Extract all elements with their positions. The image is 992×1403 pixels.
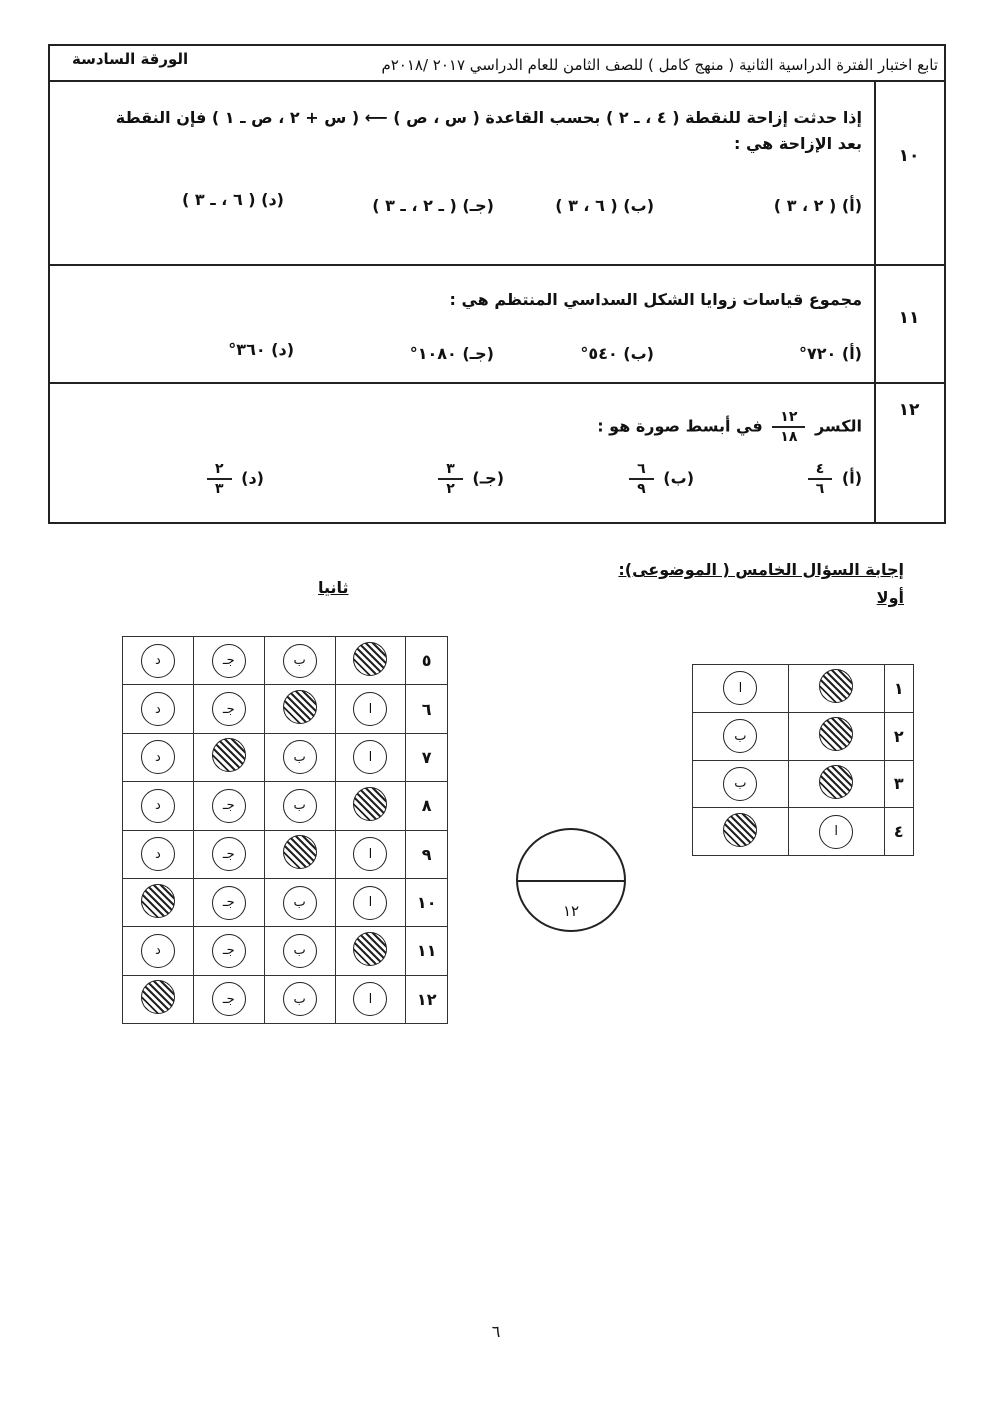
- answer-row: [123, 782, 448, 830]
- answer-row: [123, 685, 448, 733]
- answer-row-number: ٤: [884, 808, 913, 856]
- option-c: [434, 460, 504, 498]
- choice-cell: [123, 878, 194, 926]
- second-section-label: ثانيا: [318, 578, 349, 597]
- fraction-denominator: ٢: [446, 481, 455, 497]
- choice-cell: [264, 830, 335, 878]
- choice-bubble-filled[interactable]: [283, 690, 317, 724]
- score-circle: [516, 828, 626, 932]
- choice-cell: [788, 808, 884, 856]
- choice-bubble[interactable]: ب: [723, 719, 757, 753]
- option-d: (د) ( ٦ ، ـ ٣ ): [182, 190, 284, 209]
- choice-cell: [193, 878, 264, 926]
- choice-bubble[interactable]: د: [141, 789, 175, 823]
- option-label: (جـ): [472, 468, 504, 488]
- choice-cell: [193, 637, 264, 685]
- choice-cell: [335, 927, 406, 975]
- exam-header: [50, 46, 944, 82]
- choice-cell: [788, 665, 884, 713]
- choice-bubble-filled[interactable]: [819, 765, 853, 799]
- question-number: ١٢: [898, 400, 920, 420]
- choice-bubble[interactable]: جـ: [212, 789, 246, 823]
- choice-bubble[interactable]: ا: [723, 671, 757, 705]
- option-b: (ب) ( ٦ ، ٣ ): [555, 196, 654, 215]
- choice-bubble[interactable]: جـ: [212, 934, 246, 968]
- choice-cell: [693, 665, 789, 713]
- choice-cell: [264, 927, 335, 975]
- choice-cell: [335, 830, 406, 878]
- answer-row: [123, 878, 448, 926]
- option-d: (د) ٣٦٠°: [228, 340, 294, 359]
- question-text: بعد الإزاحة هي :: [734, 134, 862, 153]
- fraction-numerator: ٦: [629, 460, 654, 480]
- fraction-denominator: ٣: [215, 481, 224, 497]
- answer-row-number: ١٠: [406, 878, 448, 926]
- answer-row-number: ١٢: [406, 975, 448, 1023]
- choice-bubble[interactable]: ب: [723, 767, 757, 801]
- fraction-numerator: ٤: [808, 460, 833, 480]
- choice-bubble-filled[interactable]: [212, 738, 246, 772]
- option-a: (أ) ( ٢ ، ٣ ): [773, 196, 862, 215]
- exam-title: تابع اختبار الفترة الدراسية الثانية ( منهج كامل ) للصف الثامن للعام الدراسي ٢٠١٧ /٢٠١٨م: [381, 56, 938, 74]
- question-text: إذا حدثت إزاحة للنقطة ( ٤ ، ـ ٢ ) بحسب القاعدة ( س ، ص ) ⟵ ( س + ٢ ، ص ـ ١ ) فإن النقطة: [115, 108, 862, 127]
- page-number: ٦: [491, 1322, 501, 1341]
- choice-cell: [335, 733, 406, 781]
- choice-cell: [335, 782, 406, 830]
- choice-cell: [264, 782, 335, 830]
- fraction-numerator: ١٢: [772, 408, 805, 428]
- choice-bubble[interactable]: د: [141, 934, 175, 968]
- answer-row: [123, 975, 448, 1023]
- answer-row: [693, 760, 914, 808]
- answer-row-number: ٩: [406, 830, 448, 878]
- question-text-post: في أبسط صورة هو :: [597, 416, 763, 436]
- choice-bubble[interactable]: ا: [353, 692, 387, 726]
- answer-row-number: ٢: [884, 712, 913, 760]
- choice-cell: [264, 975, 335, 1023]
- choice-cell: [193, 927, 264, 975]
- question-number: ١٠: [898, 146, 920, 166]
- answer-row: [693, 808, 914, 856]
- choice-cell: [788, 760, 884, 808]
- choice-cell: [123, 637, 194, 685]
- fraction-numerator: ٣: [438, 460, 463, 480]
- choice-bubble[interactable]: ا: [819, 815, 853, 849]
- choice-bubble[interactable]: جـ: [212, 692, 246, 726]
- choice-bubble[interactable]: جـ: [212, 982, 246, 1016]
- answer-row: [123, 830, 448, 878]
- option-a: [804, 460, 862, 498]
- choice-cell: [193, 685, 264, 733]
- choice-bubble[interactable]: ب: [283, 644, 317, 678]
- choice-cell: [264, 733, 335, 781]
- answer-row-number: ٥: [406, 637, 448, 685]
- first-section-label: أولا: [876, 588, 904, 607]
- option-label: (أ): [841, 468, 862, 488]
- option-d: [203, 460, 264, 498]
- answer-row: [693, 712, 914, 760]
- option-c: (جـ) ( ـ ٢ ، ـ ٣ ): [372, 196, 494, 215]
- choice-cell: [123, 733, 194, 781]
- choice-cell: [264, 878, 335, 926]
- choice-bubble[interactable]: جـ: [212, 886, 246, 920]
- choice-cell: [123, 975, 194, 1023]
- option-label: (ب): [663, 468, 694, 488]
- choice-cell: [123, 685, 194, 733]
- choice-bubble[interactable]: ب: [283, 789, 317, 823]
- choice-bubble[interactable]: ا: [353, 837, 387, 871]
- choice-bubble[interactable]: جـ: [212, 644, 246, 678]
- answer-row-number: ١١: [406, 927, 448, 975]
- choice-bubble[interactable]: د: [141, 644, 175, 678]
- choice-cell: [123, 830, 194, 878]
- choice-cell: [693, 712, 789, 760]
- answer-row: [123, 927, 448, 975]
- row-divider: [50, 264, 944, 266]
- fraction-denominator: ٩: [637, 481, 646, 497]
- answers-heading: إجابة السؤال الخامس ( الموضوعى):: [618, 560, 904, 579]
- choice-bubble-filled[interactable]: [141, 884, 175, 918]
- choice-bubble-filled[interactable]: [819, 717, 853, 751]
- choice-cell: [693, 760, 789, 808]
- sheet-label: الورقة السادسة: [72, 50, 189, 68]
- option-c: (جـ) ١٠٨٠°: [409, 344, 494, 363]
- fraction: [772, 408, 805, 446]
- choice-bubble[interactable]: ا: [353, 982, 387, 1016]
- fraction-denominator: ١٨: [780, 429, 798, 445]
- choice-bubble[interactable]: ب: [283, 934, 317, 968]
- choice-cell: [335, 878, 406, 926]
- option-a: (أ) ٧٢٠°: [799, 344, 862, 363]
- option-b: [625, 460, 694, 498]
- choice-cell: [193, 830, 264, 878]
- answer-row: [123, 733, 448, 781]
- choice-bubble[interactable]: د: [141, 837, 175, 871]
- question-text: مجموع قياسات زوايا الشكل السداسي المنتظم هي :: [449, 290, 862, 309]
- fraction-numerator: ٢: [207, 460, 232, 480]
- question-text-pre: الكسر: [814, 416, 862, 436]
- answer-row: [123, 637, 448, 685]
- choice-cell: [335, 975, 406, 1023]
- answer-grid-first: [692, 664, 914, 856]
- choice-cell: [193, 782, 264, 830]
- choice-cell: [193, 975, 264, 1023]
- choice-cell: [123, 927, 194, 975]
- choice-cell: [335, 685, 406, 733]
- fraction: [808, 460, 833, 498]
- choice-cell: [693, 808, 789, 856]
- option-b: (ب) ٥٤٠°: [580, 344, 654, 363]
- choice-bubble-filled[interactable]: [353, 787, 387, 821]
- choice-bubble-filled[interactable]: [819, 669, 853, 703]
- question-number: ١١: [898, 308, 920, 328]
- choice-bubble[interactable]: د: [141, 740, 175, 774]
- choice-bubble-filled[interactable]: [353, 932, 387, 966]
- choice-cell: [123, 782, 194, 830]
- fraction: [629, 460, 654, 498]
- choice-bubble[interactable]: ب: [283, 740, 317, 774]
- choice-bubble[interactable]: ب: [283, 982, 317, 1016]
- choice-bubble-filled[interactable]: [723, 813, 757, 847]
- fraction-denominator: ٦: [815, 481, 825, 497]
- choice-bubble[interactable]: جـ: [212, 837, 246, 871]
- choice-bubble-filled[interactable]: [283, 835, 317, 869]
- choice-bubble-filled[interactable]: [141, 980, 175, 1014]
- question-text: [597, 408, 862, 446]
- answer-row-number: ٨: [406, 782, 448, 830]
- questions-frame: [48, 44, 946, 524]
- option-label: (د): [241, 468, 264, 488]
- fraction: [438, 460, 463, 498]
- choice-cell: [788, 712, 884, 760]
- choice-cell: [264, 685, 335, 733]
- score-divider: [518, 880, 624, 882]
- score-total: ١٢: [562, 902, 580, 920]
- answer-row-number: ١: [884, 665, 913, 713]
- answer-grid-second: [122, 636, 448, 1024]
- answer-row-number: ٦: [406, 685, 448, 733]
- fraction: [207, 460, 232, 498]
- row-divider: [50, 382, 944, 384]
- choice-bubble[interactable]: ا: [353, 886, 387, 920]
- choice-bubble[interactable]: ب: [283, 886, 317, 920]
- choice-bubble[interactable]: د: [141, 692, 175, 726]
- choice-bubble-filled[interactable]: [353, 642, 387, 676]
- choice-cell: [193, 733, 264, 781]
- answer-row-number: ٣: [884, 760, 913, 808]
- choice-bubble[interactable]: ا: [353, 740, 387, 774]
- answer-row: [693, 665, 914, 713]
- choice-cell: [264, 637, 335, 685]
- answer-row-number: ٧: [406, 733, 448, 781]
- choice-cell: [335, 637, 406, 685]
